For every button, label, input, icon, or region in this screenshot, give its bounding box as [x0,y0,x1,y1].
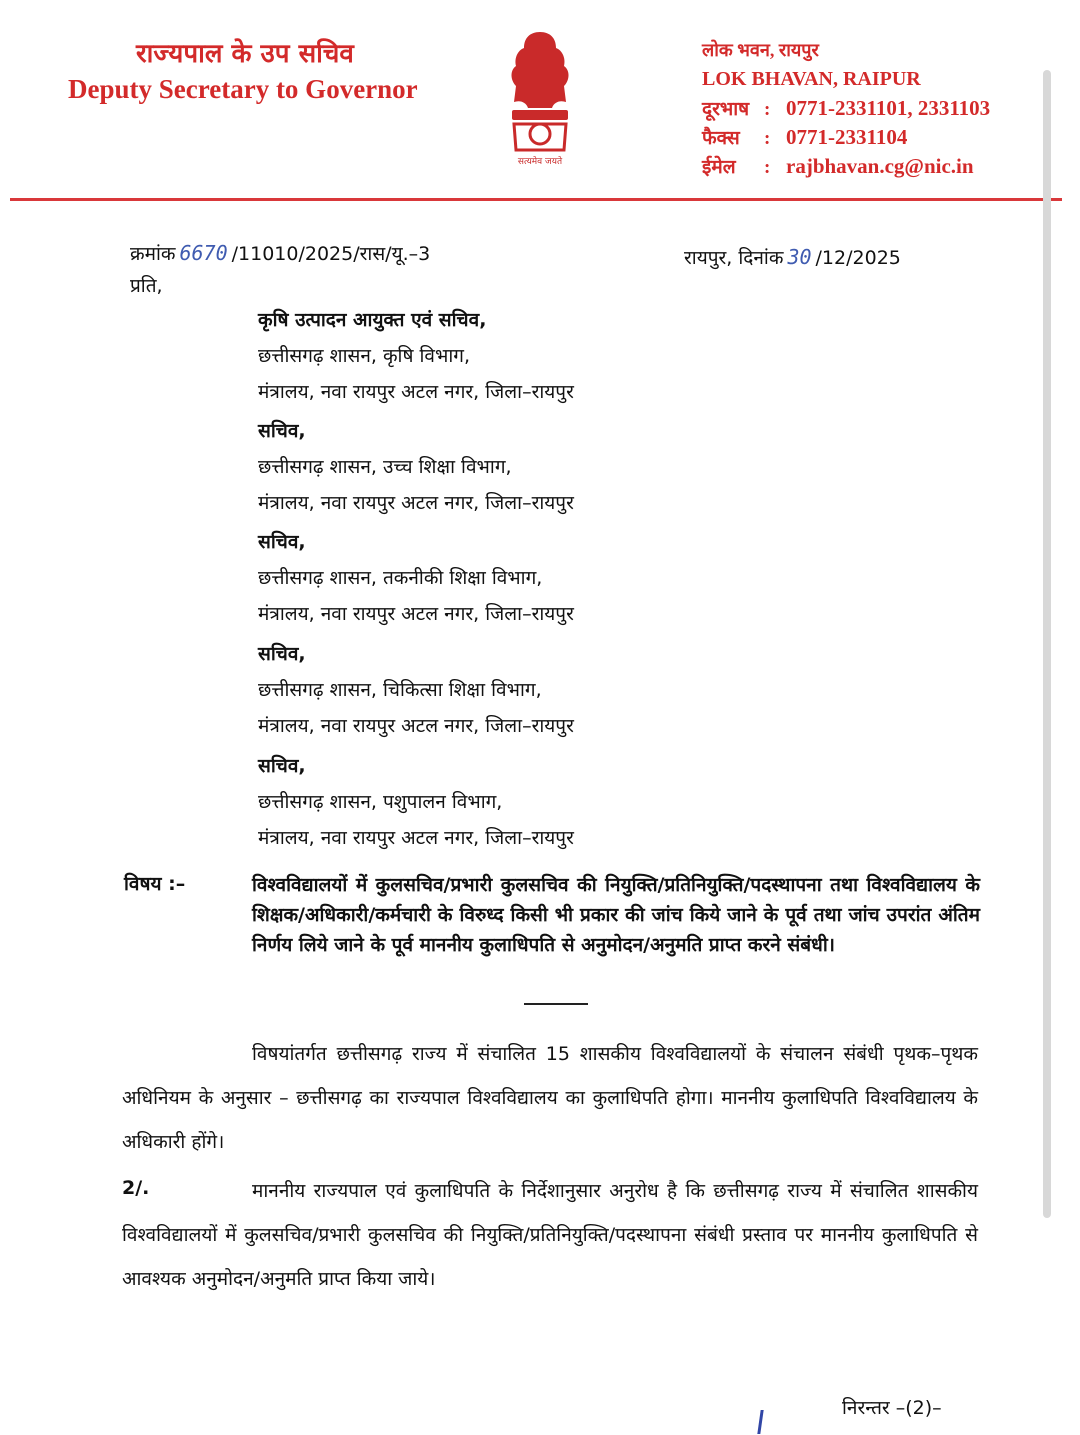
to-label: प्रति, [130,275,163,297]
addressee-line: मंत्रालय, नवा रायपुर अटल नगर, जिला–रायपुर [258,381,574,403]
vertical-scrollbar[interactable] [1043,70,1051,1218]
addressee-block [258,413,574,521]
addressee-block [258,636,574,744]
emblem-motto: सत्यमेव जयते [517,157,563,167]
letter-date [684,244,901,270]
fax-number: 0771-2331104 [786,125,908,149]
email-row [702,152,990,181]
phone-colon: : [764,99,771,120]
addressee-line: छत्तीसगढ़ शासन, पशुपालन विभाग, [258,791,503,813]
date-handwritten-day: 30 [787,245,812,269]
reference-handwritten-number: 6670 [179,241,228,265]
phone-row [702,94,990,123]
body-paragraph-2: माननीय राज्यपाल एवं कुलाधिपति के निर्देशानुसार अनुरोध है कि छत्तीसगढ़ राज्य में संचालित शासकीय विश्वविद्यालयों में कुलसचिव/प्रभारी कुलसचिव की नियुक्ति/प्रतिनियुक्ति/पदस्थापना संबंधी प्रस्ताव पर माननीय कुलाधिपति से आवश्यक अनुमोदन/अनुमति प्राप्त किया जाये। [122,1180,978,1290]
addressee-line: छत्तीसगढ़ शासन, कृषि विभाग, [258,345,470,367]
addressee-line: छत्तीसगढ़ शासन, तकनीकी शिक्षा विभाग, [258,567,543,589]
addressee-line: मंत्रालय, नवा रायपुर अटल नगर, जिला–रायपुर [258,603,574,625]
reference-label: क्रमांक [130,243,176,265]
date-label: रायपुर, दिनांक [684,247,784,269]
header-divider [10,198,1062,201]
fax-row [702,123,990,152]
continued-marker: निरन्तर –(2)– [842,1397,942,1419]
addressee-block [258,302,574,410]
office-address-english: LOK BHAVAN, RAIPUR [702,68,921,90]
date-rest: /12/2025 [815,247,901,269]
subject-label: विषय :– [124,873,186,895]
fax-label: फैक्स [702,128,740,149]
reference-number [130,240,430,266]
addressee-block [258,748,574,856]
paragraph-number: 2/. [122,1177,150,1199]
addressee-line: मंत्रालय, नवा रायपुर अटल नगर, जिला–रायपुर [258,492,574,514]
addressee-title: कृषि उत्पादन आयुक्त एवं सचिव, [258,309,487,331]
national-emblem-icon [500,28,580,168]
subject-text: विश्वविद्यालयों में कुलसचिव/प्रभारी कुलसचिव की नियुक्ति/प्रतिनियुक्ति/पदस्थापना तथा विश्वविद्यालय के शिक्षक/अधिकारी/कर्मचारी के विरुध्द किसी भी प्रकार की जांच किये जाने के पूर्व तथा जांच उपरांत अंतिम निर्णय लिये जाने के पूर्व माननीय कुलाधिपति से अनुमोदन/अनुमति प्राप्त करने संबंधी। [252,874,980,956]
reference-rest: /11010/2025/रास/यू.–3 [231,243,431,265]
addressee-title: सचिव, [258,420,306,442]
phone-label: दूरभाष [702,99,750,120]
ink-mark [757,1410,763,1434]
office-address-hindi: लोक भवन, रायपुर [702,40,819,60]
fax-colon: : [764,128,771,149]
addressee-line: मंत्रालय, नवा रायपुर अटल नगर, जिला–रायपुर [258,827,574,849]
contact-block [702,36,990,181]
addressee-title: सचिव, [258,531,306,553]
addressee-line: मंत्रालय, नवा रायपुर अटल नगर, जिला–रायपुर [258,715,574,737]
email-colon: : [764,157,771,178]
phone-number: 0771-2331101, 2331103 [786,96,991,120]
body-paragraph-1: विषयांतर्गत छत्तीसगढ़ राज्य में संचालित 15 शासकीय विश्वविद्यालयों के संचालन संबंधी पृथक–पृथक अधिनियम के अनुसार – छत्तीसगढ़ का राज्यपाल विश्वविद्यालय का कुलाधिपति होगा। माननीय कुलाधिपति विश्वविद्यालय के अधिकारी होंगे। [122,1043,978,1153]
addressee-line: छत्तीसगढ़ शासन, उच्च शिक्षा विभाग, [258,456,512,478]
addressee-title: सचिव, [258,643,306,665]
subject-divider [524,1003,588,1005]
office-title-hindi: राज्यपाल के उप सचिव [136,39,354,69]
addressee-block [258,524,574,632]
addressee-title: सचिव, [258,755,306,777]
office-title-english: Deputy Secretary to Governor [68,74,418,104]
addressee-line: छत्तीसगढ़ शासन, चिकित्सा शिक्षा विभाग, [258,679,542,701]
email-label: ईमेल [702,157,736,178]
email-address[interactable]: rajbhavan.cg@nic.in [786,154,974,178]
